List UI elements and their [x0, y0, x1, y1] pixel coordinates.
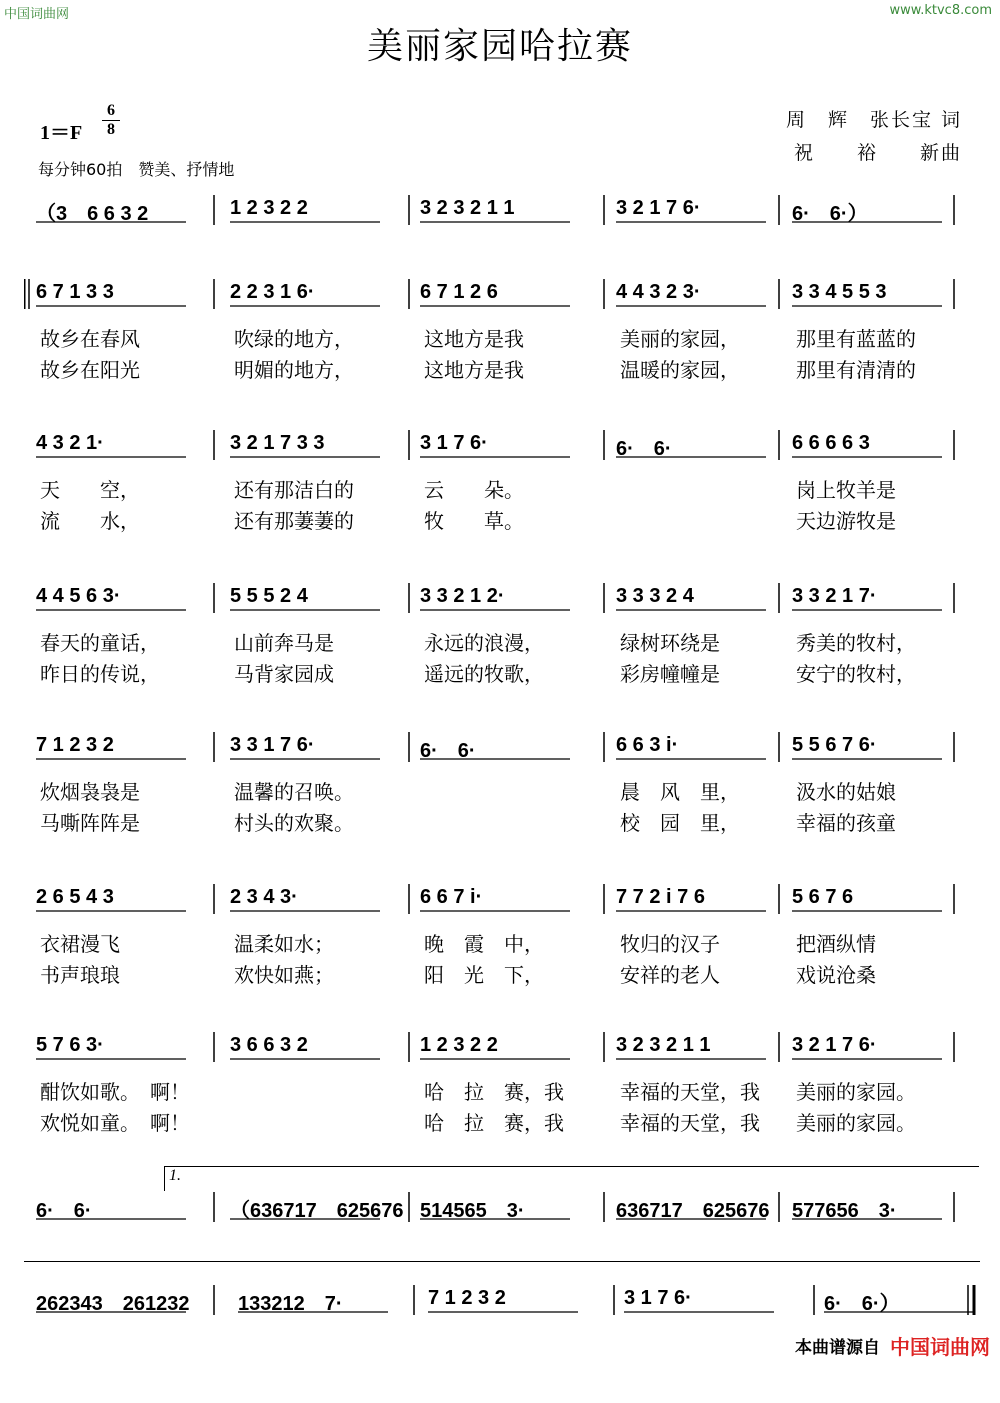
notes-line — [24, 1190, 980, 1224]
measure-notes: 5 5 6 7 6· — [792, 734, 877, 756]
notes-line — [24, 428, 980, 462]
lyric-segment: 故乡在春风 — [40, 327, 140, 351]
measure-notes: 4 4 3 2 3· — [616, 281, 701, 303]
score-row — [24, 882, 980, 1002]
measure-notes: 1 2 3 2 2 — [420, 1034, 498, 1056]
measure-notes: 7 7 2 i 7 6 — [616, 886, 705, 908]
lyric-segment: 衣裙漫飞 — [40, 932, 120, 956]
lyric-segment: 云 朵。 — [424, 478, 524, 502]
measure-notes: 6 7 1 3 3 — [36, 281, 114, 303]
lyric-segment: 温馨的召唤。 — [234, 780, 354, 804]
measure-notes: 2 2 3 1 6· — [230, 281, 315, 303]
lyric-verse-1 — [24, 1076, 980, 1102]
lyric-segment: 流 水， — [40, 509, 140, 533]
measure-notes: 3 2 3 2 1 1 — [420, 197, 515, 219]
lyric-segment: 幸福的天堂，我 — [620, 1080, 760, 1104]
lyric-segment: 美丽的家园。 — [796, 1111, 916, 1135]
song-title: 美丽家园哈拉赛 — [366, 26, 633, 67]
measure-notes: 133212 7· — [238, 1293, 343, 1315]
lyric-segment: 天 空， — [40, 478, 140, 502]
lyric-segment: 这地方是我 — [424, 327, 524, 351]
lyric-segment: 岗上牧羊是 — [796, 478, 896, 502]
lyric-segment: 秀美的牧村， — [796, 631, 916, 655]
lyric-verse-1 — [24, 323, 980, 349]
measure-notes: 6 7 1 2 6 — [420, 281, 498, 303]
lyric-segment: 美丽的家园， — [620, 327, 740, 351]
lyric-segment: 哈 拉 赛，我 — [424, 1111, 564, 1135]
score-row — [24, 277, 980, 397]
lyric-segment: 吹绿的地方， — [234, 327, 354, 351]
watermark-left: 中国词曲网 — [4, 7, 70, 22]
lyric-segment: 这地方是我 — [424, 358, 524, 382]
lyric-verse-2 — [24, 807, 980, 833]
score-row — [24, 730, 980, 850]
lyric-segment: 还有那萋萋的 — [234, 509, 354, 533]
lyric-segment: 绿树环绕是 — [620, 631, 720, 655]
lyric-segment: 明媚的地方， — [234, 358, 354, 382]
tempo-marking: 每分钟60拍 赞美、抒情地 — [38, 160, 235, 179]
notes-line — [24, 730, 980, 764]
lyric-segment: 那里有清清的 — [796, 358, 916, 382]
footer-source: 本曲谱源自 — [795, 1338, 880, 1358]
lyric-segment: 牧 草。 — [424, 509, 524, 533]
lyric-verse-1 — [24, 776, 980, 802]
measure-notes: 6 6 3 i· — [616, 734, 679, 756]
measure-notes: 3 2 3 2 1 1 — [616, 1034, 711, 1056]
key-signature: 1＝F — [40, 122, 83, 144]
measure-notes: 3 1 7 6· — [420, 432, 488, 454]
lyric-segment: 美丽的家园。 — [796, 1080, 916, 1104]
measure-notes: 6 6 7 i· — [420, 886, 483, 908]
lyric-segment: 校 园 里， — [620, 811, 740, 835]
lyric-verse-2 — [24, 658, 980, 684]
lyric-verse-1 — [24, 928, 980, 954]
lyric-segment: 牧归的汉子 — [620, 932, 720, 956]
time-signature-bottom: 8 — [102, 120, 120, 139]
lyric-segment: 那里有蓝蓝的 — [796, 327, 916, 351]
lyric-verse-2 — [24, 354, 980, 380]
measure-notes: 5 5 5 2 4 — [230, 585, 308, 607]
lyric-segment: 戏说沧桑 — [796, 963, 876, 987]
lyric-segment: 马嘶阵阵是 — [40, 811, 140, 835]
measure-notes: 5 7 6 3· — [36, 1034, 104, 1056]
lyric-segment: 马背家园成 — [234, 662, 334, 686]
lyric-segment: 幸福的天堂，我 — [620, 1111, 760, 1135]
lyric-segment: 把酒纵情 — [796, 932, 876, 956]
score-row — [24, 581, 980, 701]
footer-site: 中国词曲网 — [890, 1335, 990, 1359]
lyric-segment: 还有那洁白的 — [234, 478, 354, 502]
lyric-verse-2 — [24, 1107, 980, 1133]
volta-bracket: 1. — [164, 1166, 979, 1191]
notes-line — [24, 277, 980, 311]
lyric-segment: 温暖的家园， — [620, 358, 740, 382]
measure-notes: 3 3 3 2 4 — [616, 585, 694, 607]
measure-notes: 7 1 2 3 2 — [36, 734, 114, 756]
measure-notes: 3 6 6 3 2 — [230, 1034, 308, 1056]
measure-notes: 6 6 6 6 3 — [792, 432, 870, 454]
measure-notes: 6· 6·） — [792, 203, 868, 225]
lyric-segment: 遥远的牧歌， — [424, 662, 544, 686]
measure-notes: 3 2 1 7 6· — [792, 1034, 877, 1056]
time-signature — [102, 102, 120, 139]
lyric-segment: 春天的童话， — [40, 631, 160, 655]
measure-notes: 6· 6· — [420, 740, 476, 762]
measure-notes: （3 6 6 3 2 — [36, 203, 149, 225]
measure-notes: 6· 6· — [36, 1200, 92, 1222]
watermark-right: www.ktvc8.com — [889, 3, 992, 18]
measure-notes: 3 3 4 5 5 3 — [792, 281, 887, 303]
lyricist-credit: 周 辉 张长宝 词 — [785, 109, 962, 131]
lyric-segment: 晨 风 里， — [620, 780, 740, 804]
lyric-verse-2 — [24, 959, 980, 985]
lyric-segment: 安祥的老人 — [620, 963, 720, 987]
measure-notes: 6· 6·） — [824, 1293, 900, 1315]
measure-notes: 514565 3· — [420, 1200, 525, 1222]
measure-notes: 3 3 2 1 2· — [420, 585, 505, 607]
measure-notes: 7 1 2 3 2 — [428, 1287, 506, 1309]
measure-notes: 2 6 5 4 3 — [36, 886, 114, 908]
measure-notes: 3 3 2 1 7· — [792, 585, 877, 607]
measure-notes: （636717 625676 — [230, 1200, 404, 1222]
lyric-segment: 酣饮如歌。 啊！ — [40, 1080, 190, 1104]
lyric-segment: 村头的欢聚。 — [234, 811, 354, 835]
lyric-segment: 晚 霞 中， — [424, 932, 544, 956]
lyric-segment: 安宁的牧村， — [796, 662, 916, 686]
notes-line — [24, 193, 980, 227]
measure-notes: 577656 3· — [792, 1200, 897, 1222]
score-row — [24, 1030, 980, 1150]
lyric-verse-1 — [24, 474, 980, 500]
lyric-segment: 哈 拉 赛，我 — [424, 1080, 564, 1104]
lyric-segment: 温柔如水； — [234, 932, 334, 956]
lyric-verse-1 — [24, 627, 980, 653]
score-row — [24, 428, 980, 548]
composer-credit: 祝 裕 新曲 — [793, 142, 962, 164]
measure-notes: 4 3 2 1· — [36, 432, 104, 454]
lyric-segment: 欢快如燕； — [234, 963, 334, 987]
measure-notes: 4 4 5 6 3· — [36, 585, 121, 607]
measure-notes: 1 2 3 2 2 — [230, 197, 308, 219]
lyric-segment: 彩房幢幢是 — [620, 662, 720, 686]
lyric-segment: 天边游牧是 — [796, 509, 896, 533]
measure-notes: 262343 261232 — [36, 1293, 190, 1315]
system-divider — [24, 1261, 980, 1262]
time-signature-top: 6 — [107, 102, 115, 119]
lyric-segment: 炊烟袅袅是 — [40, 780, 140, 804]
lyric-segment: 阳 光 下， — [424, 963, 544, 987]
notes-line — [24, 1030, 980, 1064]
measure-notes: 2 3 4 3· — [230, 886, 298, 908]
lyric-segment: 书声琅琅 — [40, 963, 120, 987]
measure-notes: 6· 6· — [616, 438, 672, 460]
measure-notes: 636717 625676 — [616, 1200, 770, 1222]
lyric-segment: 汲水的姑娘 — [796, 780, 896, 804]
lyric-verse-2 — [24, 505, 980, 531]
lyric-segment: 故乡在阳光 — [40, 358, 140, 382]
measure-notes: 3 2 1 7 3 3 — [230, 432, 325, 454]
measure-notes: 3 1 7 6· — [624, 1287, 692, 1309]
notes-line — [24, 581, 980, 615]
lyric-segment: 永远的浪漫， — [424, 631, 544, 655]
notes-line — [24, 882, 980, 916]
lyric-segment: 幸福的孩童 — [796, 811, 896, 835]
measure-notes: 3 3 1 7 6· — [230, 734, 315, 756]
lyric-segment: 欢悦如童。 啊！ — [40, 1111, 190, 1135]
lyric-segment: 昨日的传说， — [40, 662, 160, 686]
measure-notes: 5 6 7 6 — [792, 886, 854, 908]
measure-notes: 3 2 1 7 6· — [616, 197, 701, 219]
lyric-segment: 山前奔马是 — [234, 631, 334, 655]
notes-line — [24, 1283, 980, 1317]
